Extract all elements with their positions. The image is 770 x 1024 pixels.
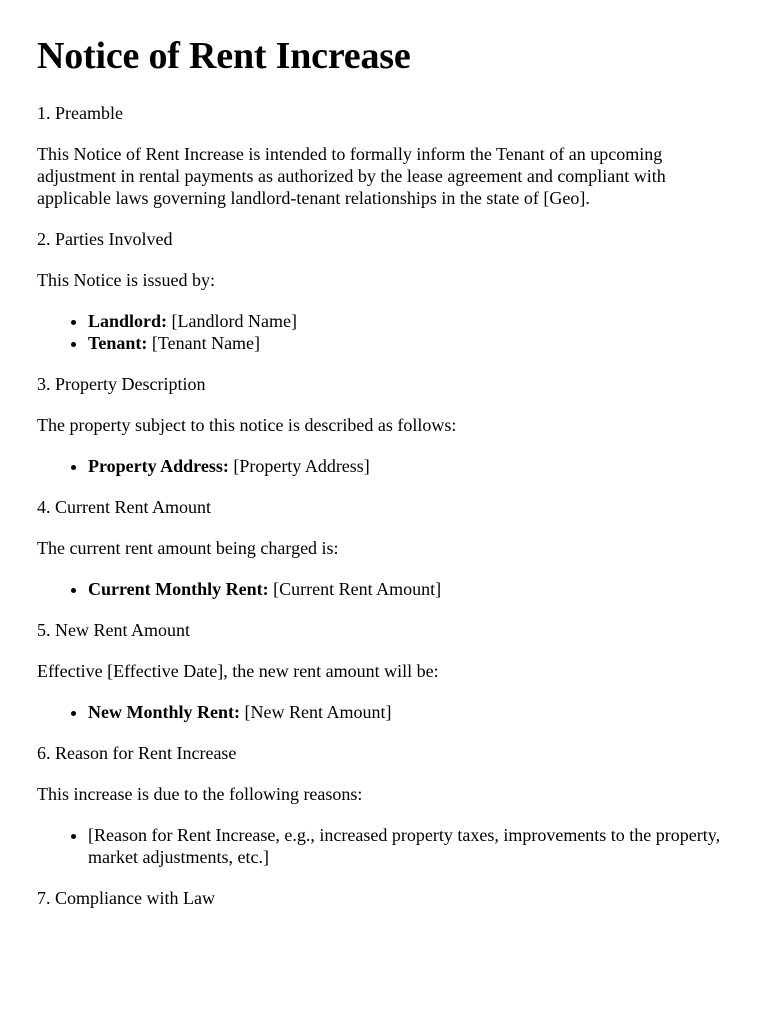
property-address-value: [Property Address] bbox=[233, 456, 370, 476]
tenant-label: Tenant: bbox=[88, 333, 148, 353]
section-heading-new-rent: 5. New Rent Amount bbox=[37, 620, 190, 640]
section-heading-parties: 2. Parties Involved bbox=[37, 229, 173, 249]
document-page bbox=[37, 34, 737, 928]
property-list bbox=[37, 455, 737, 477]
new-rent-intro: Effective [Effective Date], the new rent amount will be: bbox=[37, 661, 439, 681]
list-item-current-rent bbox=[88, 578, 737, 600]
tenant-value: [Tenant Name] bbox=[151, 333, 261, 353]
parties-list bbox=[37, 310, 737, 354]
section-heading-reason: 6. Reason for Rent Increase bbox=[37, 743, 237, 763]
list-item-tenant bbox=[88, 332, 737, 354]
section-heading-property: 3. Property Description bbox=[37, 374, 206, 394]
preamble-text: This Notice of Rent Increase is intended to formally inform the Tenant of an upcoming adjustment in rental payments as authorized by the lease agreement and compliant with applicable laws governing landlord-tenant relationships in the state of [Geo]. bbox=[37, 144, 666, 208]
list-item-landlord bbox=[88, 310, 737, 332]
current-rent-intro: The current rent amount being charged is: bbox=[37, 538, 339, 558]
section-heading-compliance: 7. Compliance with Law bbox=[37, 888, 215, 908]
current-rent-list bbox=[37, 578, 737, 600]
parties-intro: This Notice is issued by: bbox=[37, 270, 215, 290]
section-heading-preamble: 1. Preamble bbox=[37, 103, 123, 123]
landlord-value: [Landlord Name] bbox=[171, 311, 297, 331]
list-item-new-rent bbox=[88, 701, 737, 723]
property-address-label: Property Address: bbox=[88, 456, 229, 476]
list-item-property-address bbox=[88, 455, 737, 477]
reason-intro: This increase is due to the following reasons: bbox=[37, 784, 363, 804]
current-rent-label: Current Monthly Rent: bbox=[88, 579, 269, 599]
new-rent-label: New Monthly Rent: bbox=[88, 702, 240, 722]
current-rent-value: [Current Rent Amount] bbox=[273, 579, 442, 599]
new-rent-value: [New Rent Amount] bbox=[244, 702, 392, 722]
property-intro: The property subject to this notice is described as follows: bbox=[37, 415, 457, 435]
list-item-reason: • [Reason for Rent Increase, e.g., increased property taxes, improvements to the property, market adjustments, etc.] bbox=[88, 824, 737, 868]
section-heading-current-rent: 4. Current Rent Amount bbox=[37, 497, 211, 517]
landlord-label: Landlord: bbox=[88, 311, 168, 331]
document-title: Notice of Rent Increase bbox=[37, 35, 411, 77]
new-rent-list bbox=[37, 701, 737, 723]
reason-list bbox=[37, 824, 737, 868]
